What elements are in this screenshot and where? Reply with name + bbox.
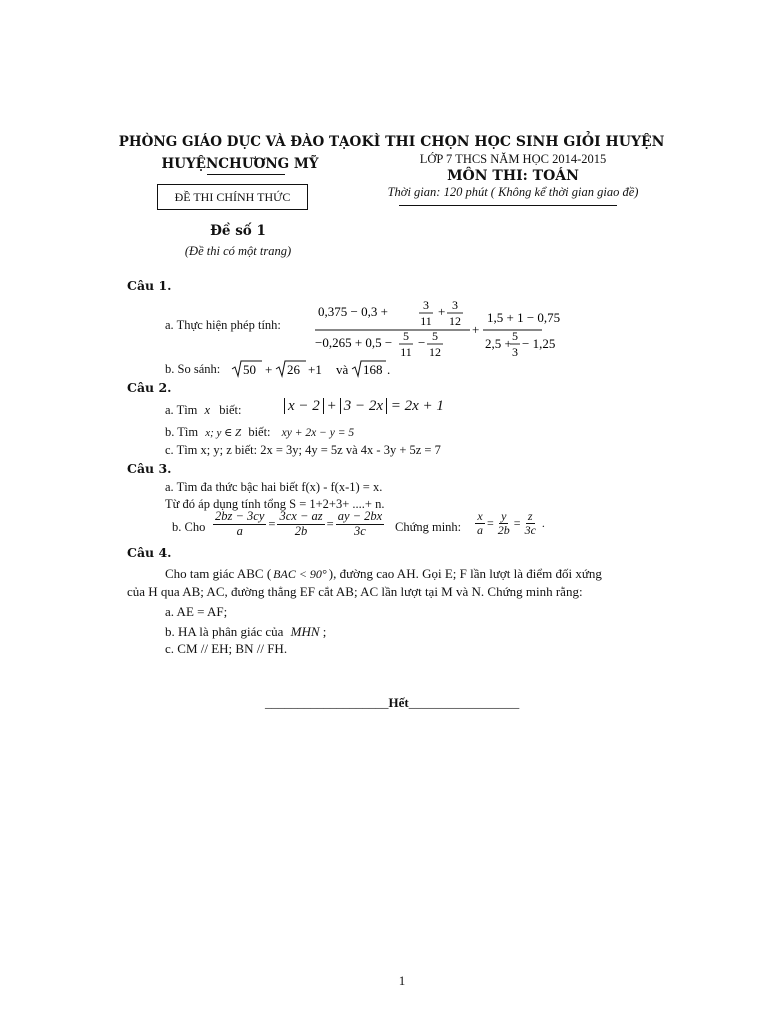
pages-note: (Đề thi có một trang) [184, 244, 292, 258]
q4a-text: a. AE = AF; [165, 604, 228, 619]
official-exam-box [157, 184, 308, 210]
q2b-line [165, 425, 354, 440]
q2b-expression: xy + 2x − y = 5 [281, 427, 355, 439]
q3b-fraction-3: $\frac{ay - 2bx}{3c}$ [337, 509, 383, 538]
q1b-radicand-3: 168 [363, 362, 383, 377]
q2a-var: x [204, 403, 211, 417]
q1a-f2-den-b: − 1,25 [522, 336, 556, 351]
q1a-plus-inner: + [438, 304, 446, 319]
q3b-fraction-x: $\frac{x}{a}$ [477, 509, 483, 538]
q1a-d5: 3 [512, 345, 518, 359]
q4-paragraph-line-1: Cho tam giác ABC ( BAC < 90° ), đường cao AH. Gọi E; F lần lượt là điểm đối xứng [165, 566, 602, 581]
q1b-and: và [336, 362, 349, 377]
exam-number: Đề số 1 [210, 223, 266, 239]
department-line-1: PHÒNG GIÁO DỤC VÀ ĐÀO TẠO [118, 134, 362, 150]
q3a-line-2: Từ đó áp dụng tính tổng S = 1+2+3+ ....+ n. [165, 497, 385, 511]
time-note: Thời gian: 120 phút ( Không kể thời gian giao đề) [387, 185, 639, 199]
q2a-biet: biết: [219, 403, 242, 417]
q2a-label: a. Tìm [165, 403, 198, 417]
end-marker: ___________________Hết_________________ [265, 695, 520, 710]
q1a-f1-numerator: 0,375 − 0,3 + [318, 304, 388, 319]
page-number: 1 [398, 973, 406, 988]
q3b-equation [211, 510, 386, 539]
question-1-title: Câu 1. [127, 278, 172, 293]
q1a-minus-inner: − [418, 335, 426, 350]
q1a-d4: 12 [429, 345, 441, 359]
q2b-label: b. Tìm [165, 425, 199, 439]
q3b-eq-1: = [268, 516, 276, 531]
q1a-n2: 3 [452, 298, 458, 312]
q1b-radicand-2: 26 [287, 362, 300, 377]
q3b-label: b. Cho [172, 520, 206, 534]
q1b-tail: +1 [308, 362, 322, 377]
q2a-plus: + [327, 398, 336, 414]
official-exam-label: ĐỀ THI CHÍNH THỨC [174, 190, 291, 204]
q1a-d1: 11 [420, 314, 432, 328]
q4b-line: b. HA là phân giác của MHN ; [165, 624, 327, 639]
q1a-label: a. Thực hiện phép tính: [165, 318, 281, 332]
q4-paragraph-line-2: của H qua AB; AC, đường thẳng EF cắt AB; AC lần lượt tại M và N. Chứng minh rằng: [127, 584, 583, 599]
q1b-dot: . [387, 362, 391, 377]
q1a-d2: 12 [449, 314, 461, 328]
q1b-plus: + [265, 362, 273, 377]
q3a-line-1: a. Tìm đa thức bậc hai biết f(x) - f(x-1) = x. [165, 480, 383, 494]
q1a-n4: 5 [432, 329, 438, 343]
question-3-title: Câu 3. [127, 461, 172, 476]
q1b-expression [230, 356, 400, 380]
q4-angle-bac: BAC < 90° [273, 567, 327, 581]
grade-year: LỚP 7 THCS NĂM HỌC 2014-2015 [419, 152, 607, 166]
q2a-abs-2: 3 − 2x [340, 398, 387, 414]
department-underline [207, 174, 285, 175]
q3b-fraction-z: $\frac{z}{3c}$ [524, 509, 536, 538]
q1a-expression [310, 292, 561, 362]
q1b-label: b. So sánh: [165, 362, 221, 376]
q4c-text: c. CM // EH; BN // FH. [165, 641, 288, 656]
q3b-fraction-2: $\frac{3cx - az}{2b}$ [279, 509, 323, 538]
q2a-rhs: = 2x + 1 [390, 398, 444, 414]
q1a-f1-denominator: −0,265 + 0,5 − [315, 335, 393, 350]
q3b-eq-2: = [326, 516, 334, 531]
q2b-biet: biết: [248, 425, 271, 439]
q1a-f2-den-a: 2,5 + [485, 336, 512, 351]
time-underline [399, 205, 617, 206]
question-4-title: Câu 4. [127, 545, 172, 560]
q2b-vars: x; y ∈ Z [205, 427, 242, 439]
q4b-angle: MHN [290, 624, 320, 639]
q3b-fraction-y: $\frac{y}{2b}$ [497, 509, 510, 538]
q2a-abs-1: x − 2 [284, 398, 324, 414]
q3b-prove-label: Chứng minh: [395, 520, 462, 534]
department-line-2: HUYỆNCHƯƠNG MỸ [161, 156, 319, 172]
q1a-plus-outer: + [472, 322, 480, 337]
q1a-d3: 11 [400, 345, 412, 359]
q2c-text: c. Tìm x; y; z biết: 2x = 3y; 4y = 5z và 4x - 3y + 5z = 7 [165, 443, 441, 457]
exam-title: KÌ THI CHỌN HỌC SINH GIỎI HUYỆN [361, 134, 665, 150]
question-2-title: Câu 2. [127, 380, 172, 395]
q1b-radicand-1: 50 [243, 362, 256, 377]
subject-title: MÔN THI: TOÁN [447, 168, 579, 184]
end-word: Hết [388, 695, 409, 710]
q1a-n5: 5 [512, 329, 518, 343]
q1a-f2-numerator: 1,5 + 1 − 0,75 [487, 310, 561, 325]
q3b-fraction-1: $\frac{2bz - 3cy}{a}$ [215, 509, 265, 538]
q1a-n3: 5 [403, 329, 409, 343]
q3b-conclusion: $\frac{x}{a}$ = $\frac{y}{2b}$ = $\frac{z}{3c}$ . [477, 509, 545, 538]
q2a-equation [284, 398, 444, 415]
q1a-n1: 3 [423, 298, 429, 312]
q2a-label-line [165, 403, 241, 418]
